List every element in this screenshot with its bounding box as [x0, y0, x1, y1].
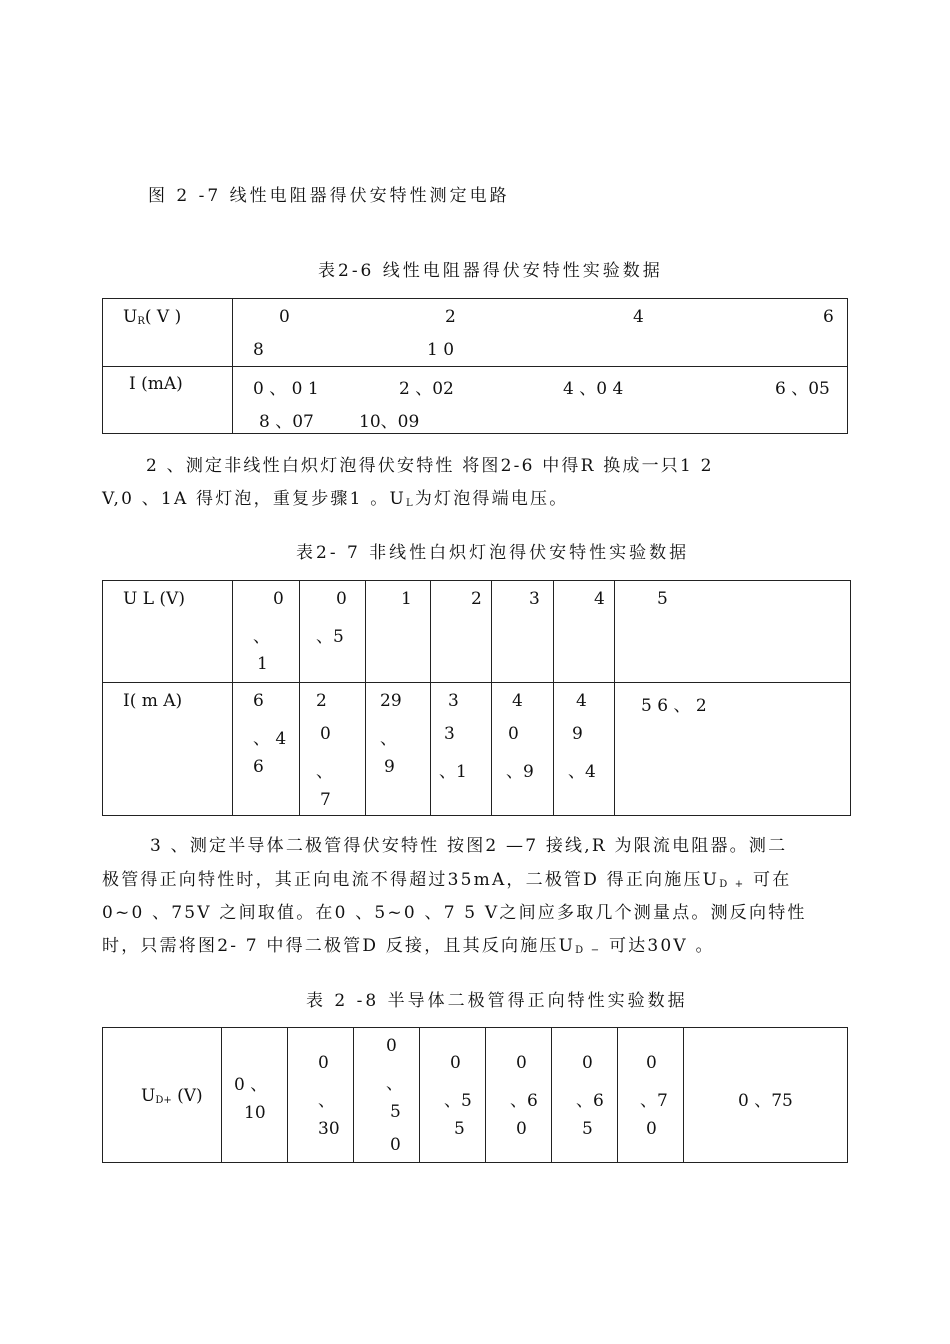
- cell-value: 2 、02: [399, 379, 454, 399]
- cell-value: 2: [445, 307, 456, 327]
- cell-value: 4 、0 4: [563, 379, 624, 399]
- table-incandescent-lamp: U L (V) 0 、 1 0 、5 1 2 3 4 5 I( m A) 6 、 4 6 2 0 、 7 29 、 9 3 3 、1 4 0 、9 4 9 、4 5 6 、 2: [102, 580, 851, 816]
- table-header-cell: I( m A): [123, 691, 183, 711]
- cell-value: 8 、07: [259, 412, 314, 432]
- table-header-cell: $U_R$( V ): [123, 307, 182, 327]
- table-caption: 表2- 7 非线性白炽灯泡得伏安特性实验数据: [296, 543, 690, 563]
- cell-value: 1 0: [427, 340, 455, 360]
- paragraph-line: 2 、测定非线性白炽灯泡得伏安特性 将图2-6 中得R 换成一只1 2: [146, 456, 714, 476]
- table-cell: [233, 299, 847, 366]
- paragraph-line: 3 、测定半导体二极管得伏安特性 按图2 —7 接线,R 为限流电阻器。测二: [150, 836, 788, 856]
- cell-value: 6: [823, 307, 834, 327]
- paragraph-line: V,0 、1A 得灯泡，重复步骤1 。$U_L$为灯泡得端电压。: [102, 489, 569, 509]
- cell-value: 10、09: [359, 412, 420, 432]
- cell-value: 8: [253, 340, 264, 360]
- table-cell: [233, 367, 847, 433]
- cell-value: 0 、 0 1: [253, 379, 319, 399]
- figure-caption: 图 2 -7 线性电阻器得伏安特性测定电路: [148, 186, 510, 206]
- table-header-cell: I (mA): [129, 374, 183, 394]
- cell-value: 6 、05: [775, 379, 830, 399]
- table-header-cell: $U_{D+}$ (V): [141, 1086, 203, 1106]
- table-caption: 表2-6 线性电阻器得伏安特性实验数据: [318, 261, 663, 281]
- table-header-cell: U L (V): [123, 589, 185, 609]
- paragraph-line: 极管得正向特性时，其正向电流不得超过35mA，二极管D 得正向施压$U_{D +}$ 可在: [102, 870, 792, 890]
- cell-value: 0: [279, 307, 290, 327]
- paragraph-line: 0~0 、75V 之间取值。在0 、5~0 、7 5 V之间应多取几个测量点。测反向特性: [102, 903, 807, 923]
- cell-value: 4: [633, 307, 644, 327]
- table-caption: 表 2 -8 半导体二极管得正向特性实验数据: [306, 991, 688, 1011]
- paragraph-line: 时，只需将图2- 7 中得二极管D 反接，且其反向施压$U_{D -}$ 可达30V 。: [102, 936, 715, 956]
- table-diode-forward: $U_{D+}$ (V) 0 、 10 0 、 30 0 、 5 0 0 、5 5 0 、6 0 0 、6 5 0 、7 0 0 、75: [102, 1027, 848, 1163]
- table-linear-resistor: [102, 298, 848, 434]
